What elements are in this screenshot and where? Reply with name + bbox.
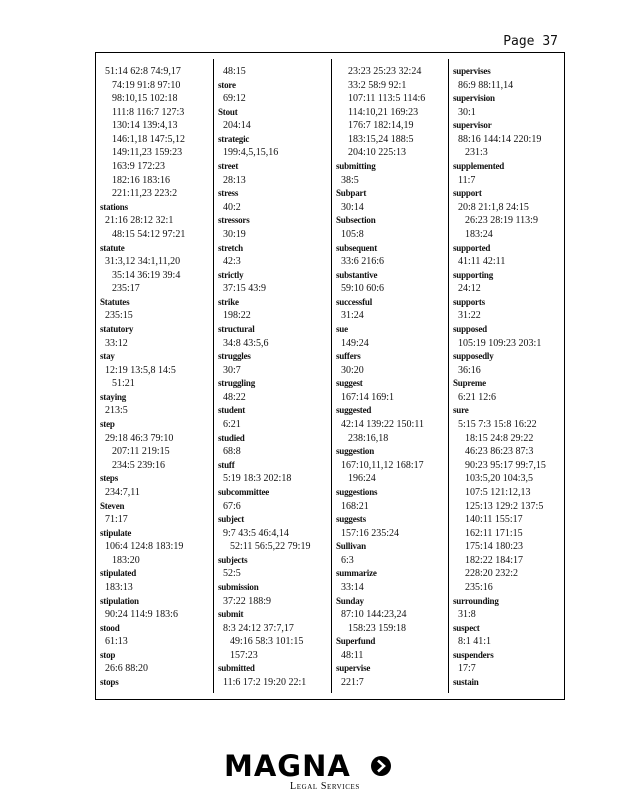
index-reference: 48:11 xyxy=(341,649,364,661)
index-term: submitted xyxy=(218,663,255,674)
index-reference: 162:11 171:15 xyxy=(465,527,523,539)
index-reference: 71:17 xyxy=(105,514,128,526)
index-term: supposed xyxy=(453,323,487,334)
index-reference: 33:6 216:6 xyxy=(341,256,385,268)
index-reference: 18:15 24:8 29:22 xyxy=(465,432,534,444)
index-term: supporting xyxy=(453,269,494,280)
index-term: stood xyxy=(100,622,120,633)
index-reference: 28:13 xyxy=(223,174,246,186)
index-reference: 114:10,21 169:23 xyxy=(348,106,419,118)
index-reference: 49:16 58:3 101:15 xyxy=(230,636,304,648)
index-column-2 xyxy=(218,65,332,690)
index-term: suggests xyxy=(336,514,366,525)
index-reference: 67:6 xyxy=(223,500,241,512)
index-term: Superfund xyxy=(336,636,376,647)
index-term: staying xyxy=(100,391,127,402)
index-term: suspenders xyxy=(453,649,494,660)
index-reference: 12:19 13:5,8 14:5 xyxy=(105,364,176,376)
index-reference: 157:16 235:24 xyxy=(341,527,400,539)
index-term: submission xyxy=(218,581,259,592)
index-term: submitting xyxy=(336,161,376,172)
index-reference: 42:3 xyxy=(223,256,241,268)
index-term: subject xyxy=(218,514,245,525)
index-reference: 20:8 21:1,8 24:15 xyxy=(458,201,529,213)
index-reference: 52:11 56:5,22 79:19 xyxy=(230,541,311,553)
index-reference: 183:15,24 188:5 xyxy=(348,133,414,145)
index-reference: 157:23 xyxy=(230,649,258,661)
index-reference: 234:5 239:16 xyxy=(112,459,166,471)
index-reference: 228:20 232:2 xyxy=(465,568,519,580)
index-reference: 235:17 xyxy=(112,283,140,295)
index-reference: 37:22 188:9 xyxy=(223,595,272,607)
word-index-table xyxy=(95,52,565,700)
index-term: supplemented xyxy=(453,161,505,172)
index-term: strategic xyxy=(218,133,250,144)
index-term: structural xyxy=(218,323,255,334)
index-reference: 8:3 24:12 37:7,17 xyxy=(223,622,294,634)
index-term: subjects xyxy=(218,554,248,565)
index-column-4 xyxy=(453,65,567,690)
index-reference: 130:14 139:4,13 xyxy=(112,120,178,132)
index-reference: 199:4,5,15,16 xyxy=(223,147,279,159)
index-reference: 74:19 91:8 97:10 xyxy=(112,79,181,91)
index-term: stressors xyxy=(218,215,250,226)
index-term: Sunday xyxy=(336,595,364,606)
index-reference: 88:16 144:14 220:19 xyxy=(458,133,542,145)
index-reference: 33:2 58:9 92:1 xyxy=(348,79,407,91)
index-reference: 11:6 17:2 19:20 22:1 xyxy=(223,677,307,689)
index-term: strike xyxy=(218,296,239,307)
index-reference: 46:23 86:23 87:3 xyxy=(465,446,534,458)
index-term: supervise xyxy=(336,663,371,674)
index-reference: 30:1 xyxy=(458,106,476,118)
index-reference: 111:8 116:7 127:3 xyxy=(112,106,185,118)
index-reference: 48:15 54:12 97:21 xyxy=(112,228,186,240)
index-reference: 107:5 121:12,13 xyxy=(465,486,531,498)
index-reference: 196:24 xyxy=(348,473,376,485)
index-reference: 221:7 xyxy=(341,677,364,689)
index-reference: 5:15 7:3 15:8 16:22 xyxy=(458,419,537,431)
index-reference: 235:15 xyxy=(105,310,133,322)
index-reference: 40:2 xyxy=(223,201,241,213)
index-reference: 125:13 129:2 137:5 xyxy=(465,500,544,512)
index-reference: 105:8 xyxy=(341,228,364,240)
index-term: suggestions xyxy=(336,486,378,497)
index-reference: 98:10,15 102:18 xyxy=(112,93,178,105)
index-term: struggling xyxy=(218,378,256,389)
index-reference: 29:18 46:3 79:10 xyxy=(105,432,174,444)
index-reference: 26:6 88:20 xyxy=(105,663,149,675)
index-reference: 6:21 12:6 xyxy=(458,391,497,403)
index-reference: 213:5 xyxy=(105,405,128,417)
index-term: suffers xyxy=(336,351,361,362)
index-term: sustain xyxy=(453,677,479,688)
index-reference: 107:11 113:5 114:6 xyxy=(348,93,426,105)
index-reference: 33:14 xyxy=(341,581,364,593)
index-reference: 149:24 xyxy=(341,337,369,349)
index-reference: 48:15 xyxy=(223,66,246,77)
index-reference: 51:21 xyxy=(112,378,135,390)
index-reference: 235:16 xyxy=(465,581,493,593)
index-reference: 5:19 18:3 202:18 xyxy=(223,473,292,485)
index-term: supervisor xyxy=(453,120,492,131)
index-reference: 21:16 28:12 32:1 xyxy=(105,215,174,227)
index-term: statute xyxy=(100,242,125,253)
index-term: Statutes xyxy=(100,296,130,307)
index-reference: 183:13 xyxy=(105,581,133,593)
index-reference: 182:22 184:17 xyxy=(465,554,524,566)
magna-logo xyxy=(224,750,394,794)
index-term: stretch xyxy=(218,242,243,253)
index-term: sue xyxy=(336,323,348,334)
index-reference: 31:22 xyxy=(458,310,481,322)
index-reference: 103:5,20 104:3,5 xyxy=(465,473,534,485)
index-column-1 xyxy=(100,65,214,690)
index-term: stop xyxy=(100,649,116,660)
index-reference: 30:14 xyxy=(341,201,364,213)
index-term: strictly xyxy=(218,269,244,280)
index-reference: 59:10 60:6 xyxy=(341,283,385,295)
index-reference: 31:3,12 34:1,11,20 xyxy=(105,256,181,268)
index-reference: 30:7 xyxy=(223,364,241,376)
index-reference: 158:23 159:18 xyxy=(348,622,407,634)
index-term: sure xyxy=(453,405,469,416)
index-reference: 106:4 124:8 183:19 xyxy=(105,541,184,553)
index-reference: 146:1,18 147:5,12 xyxy=(112,133,186,145)
index-term: step xyxy=(100,419,115,430)
index-reference: 37:15 43:9 xyxy=(223,283,267,295)
index-reference: 167:10,11,12 168:17 xyxy=(341,459,424,471)
index-reference: 17:7 xyxy=(458,663,476,675)
index-reference: 163:9 172:23 xyxy=(112,161,166,173)
index-reference: 38:5 xyxy=(341,174,359,186)
index-reference: 183:24 xyxy=(465,228,493,240)
index-reference: 11:7 xyxy=(458,174,476,186)
index-reference: 140:11 155:17 xyxy=(465,514,523,526)
index-reference: 105:19 109:23 203:1 xyxy=(458,337,542,349)
index-reference: 90:24 114:9 183:6 xyxy=(105,609,178,621)
index-term: stipulation xyxy=(100,595,139,606)
logo-wordmark: MAGNA xyxy=(224,749,351,783)
index-term: steps xyxy=(100,473,119,484)
index-term: street xyxy=(218,161,239,172)
index-term: supports xyxy=(453,296,485,307)
index-term: submit xyxy=(218,609,244,620)
index-term: substantive xyxy=(336,269,378,280)
index-term: struggles xyxy=(218,351,251,362)
index-reference: 231:3 xyxy=(465,147,488,159)
index-reference: 175:14 180:23 xyxy=(465,541,524,553)
index-term: suggested xyxy=(336,405,372,416)
circle-chevron-right-icon xyxy=(371,756,391,776)
index-term: suggest xyxy=(336,378,363,389)
index-reference: 87:10 144:23,24 xyxy=(341,609,407,621)
index-term: stations xyxy=(100,201,128,212)
index-reference: 182:16 183:16 xyxy=(112,174,171,186)
index-term: student xyxy=(218,405,246,416)
index-reference: 36:16 xyxy=(458,364,481,376)
index-reference: 183:20 xyxy=(112,554,140,566)
index-reference: 26:23 28:19 113:9 xyxy=(465,215,538,227)
index-reference: 48:22 xyxy=(223,391,246,403)
index-reference: 176:7 182:14,19 xyxy=(348,120,414,132)
index-reference: 8:1 41:1 xyxy=(458,636,492,648)
index-reference: 9:7 43:5 46:4,14 xyxy=(223,527,289,539)
index-term: store xyxy=(218,79,236,90)
index-reference: 90:23 95:17 99:7,15 xyxy=(465,459,546,471)
index-reference: 204:14 xyxy=(223,120,251,132)
index-reference: 204:10 225:13 xyxy=(348,147,407,159)
index-term: support xyxy=(453,188,482,199)
index-column-3 xyxy=(336,65,450,690)
index-reference: 35:14 36:19 39:4 xyxy=(112,269,181,281)
index-term: stipulate xyxy=(100,527,132,538)
index-term: Stout xyxy=(218,106,238,117)
index-term: surrounding xyxy=(453,595,499,606)
index-reference: 52:5 xyxy=(223,568,241,580)
index-term: supported xyxy=(453,242,491,253)
index-reference: 69:12 xyxy=(223,93,246,105)
index-term: supervision xyxy=(453,93,495,104)
index-reference: 6:3 xyxy=(341,554,354,566)
index-term: stops xyxy=(100,677,119,688)
index-reference: 33:12 xyxy=(105,337,128,349)
index-reference: 34:8 43:5,6 xyxy=(223,337,269,349)
index-reference: 30:19 xyxy=(223,228,246,240)
index-term: studied xyxy=(218,432,245,443)
index-reference: 23:23 25:23 32:24 xyxy=(348,66,422,77)
index-reference: 238:16,18 xyxy=(348,432,389,444)
index-term: Sullivan xyxy=(336,541,366,552)
index-reference: 31:24 xyxy=(341,310,364,322)
index-term: stipulated xyxy=(100,568,137,579)
index-term: subcommittee xyxy=(218,486,270,497)
index-term: subsequent xyxy=(336,242,378,253)
index-reference: 24:12 xyxy=(458,283,481,295)
index-reference: 42:14 139:22 150:11 xyxy=(341,419,424,431)
index-term: summarize xyxy=(336,568,377,579)
index-reference: 41:11 42:11 xyxy=(458,256,506,268)
index-reference: 86:9 88:11,14 xyxy=(458,79,514,91)
index-reference: 51:14 62:8 74:9,17 xyxy=(105,66,181,77)
index-term: stuff xyxy=(218,459,235,470)
index-reference: 31:8 xyxy=(458,609,476,621)
index-term: Subpart xyxy=(336,188,367,199)
index-term: stay xyxy=(100,351,115,362)
index-term: suspect xyxy=(453,622,480,633)
index-reference: 61:13 xyxy=(105,636,128,648)
index-reference: 168:21 xyxy=(341,500,369,512)
index-reference: 167:14 169:1 xyxy=(341,391,395,403)
index-reference: 221:11,23 223:2 xyxy=(112,188,178,200)
index-term: supposedly xyxy=(453,351,494,362)
index-reference: 30:20 xyxy=(341,364,364,376)
index-term: Supreme xyxy=(453,378,486,389)
index-reference: 149:11,23 159:23 xyxy=(112,147,183,159)
index-reference: 68:8 xyxy=(223,446,241,458)
index-term: successful xyxy=(336,296,372,307)
index-reference: 207:11 219:15 xyxy=(112,446,170,458)
index-term: Steven xyxy=(100,500,125,511)
index-reference: 234:7,11 xyxy=(105,486,140,498)
index-term: statutory xyxy=(100,323,134,334)
index-term: suggestion xyxy=(336,446,375,457)
index-term: supervises xyxy=(453,66,491,76)
page-number: Page 37 xyxy=(503,34,558,49)
index-term: Subsection xyxy=(336,215,376,226)
index-reference: 6:21 xyxy=(223,419,241,431)
logo-tagline: Legal Services xyxy=(290,781,360,792)
index-term: stress xyxy=(218,188,239,199)
index-reference: 198:22 xyxy=(223,310,251,322)
